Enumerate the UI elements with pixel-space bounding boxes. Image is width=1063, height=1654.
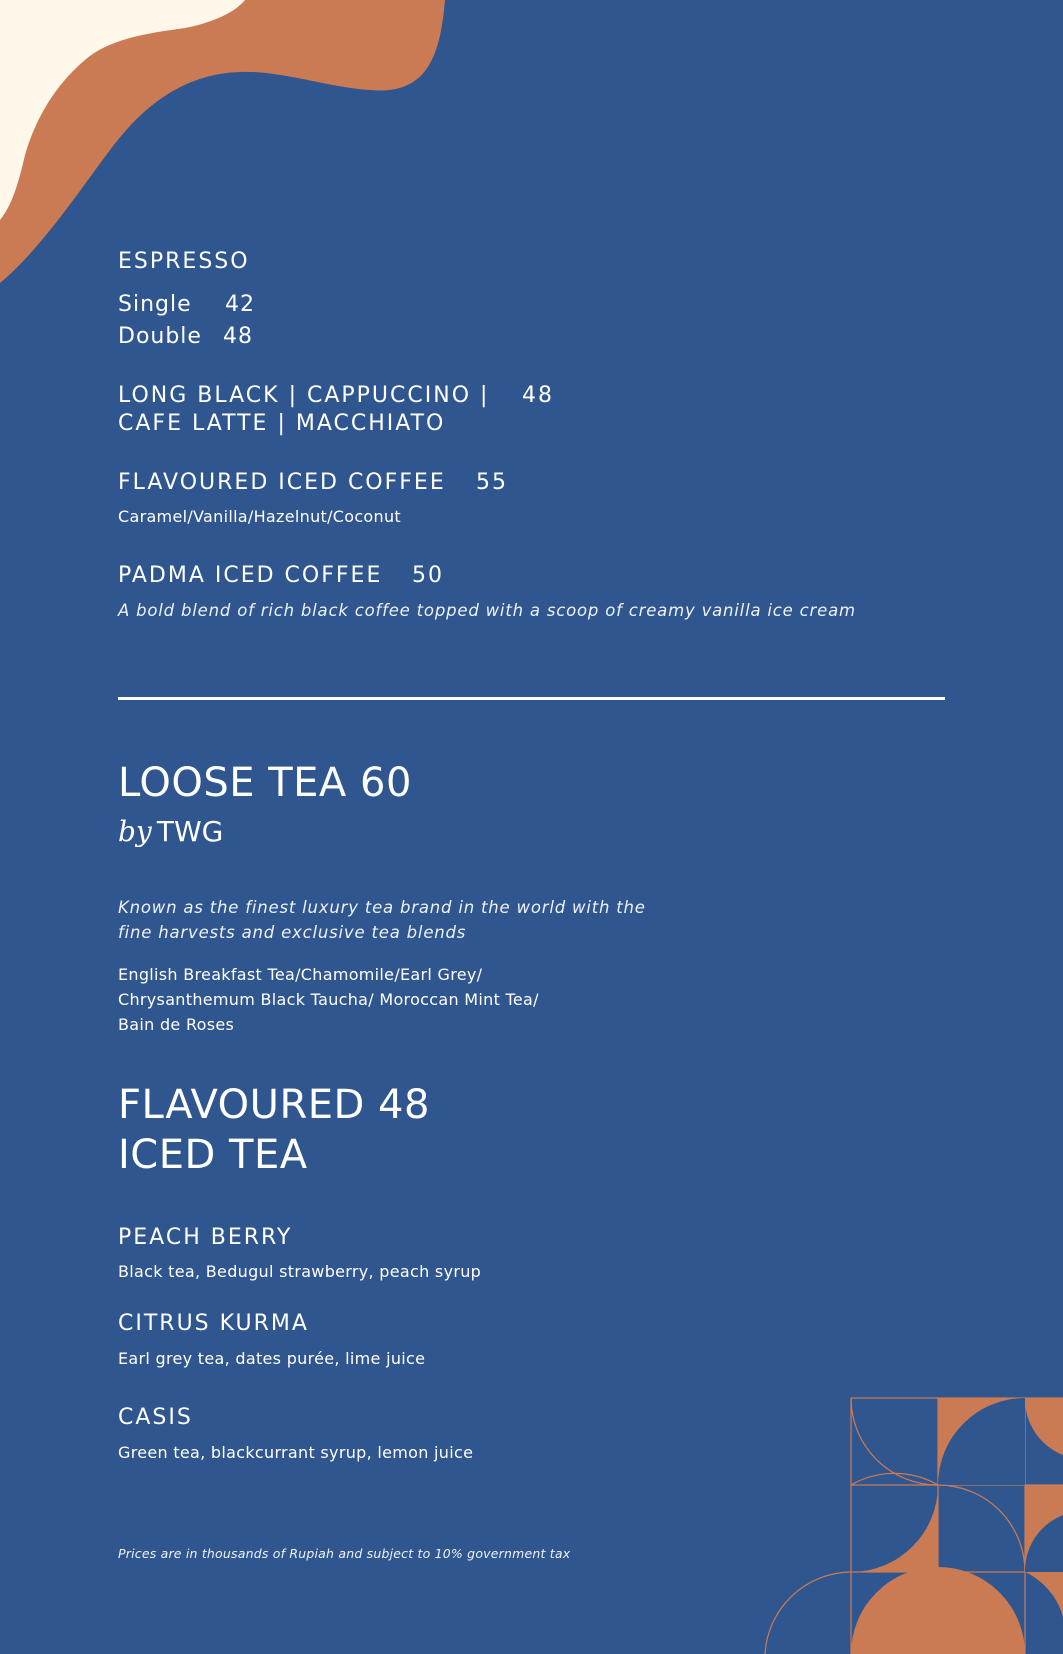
- peach-berry-description: Black tea, Bedugul strawberry, peach syrup: [118, 1262, 482, 1281]
- item-name: Double: [118, 324, 202, 349]
- quarter-disk-4: [1025, 1572, 1063, 1654]
- flavoured-iced-tea-price: 48: [378, 1082, 430, 1128]
- loose-tea-list-line3: Bain de Roses: [118, 1015, 235, 1034]
- brand-name: TWG: [156, 815, 224, 848]
- casis-title: CASIS: [118, 1405, 193, 1430]
- long-black-line2: CAFE LATTE | MACCHIATO: [118, 411, 446, 436]
- espresso-title: ESPRESSO: [118, 249, 250, 274]
- item-price: 48: [223, 324, 253, 349]
- footer-tax-note: Prices are in thousands of Rupiah and subject to 10% government tax: [118, 1546, 571, 1561]
- flavoured-iced-coffee-title: FLAVOURED ICED COFFEE: [118, 470, 446, 495]
- quarter-disk-3: [851, 1485, 938, 1572]
- espresso-item-double: [118, 324, 253, 349]
- loose-tea-title: LOOSE TEA: [118, 760, 347, 806]
- padma-iced-coffee-price: 50: [412, 563, 444, 588]
- item-name: Single: [118, 292, 192, 317]
- wave-decoration: [0, 0, 460, 290]
- padma-iced-coffee-description: A bold blend of rich black coffee topped with a scoop of creamy vanilla ice cream: [118, 601, 856, 620]
- quarter-outline-1: [851, 1398, 938, 1485]
- flavoured-iced-tea-title-line1: FLAVOURED: [118, 1082, 365, 1128]
- padma-iced-coffee-title: PADMA ICED COFFEE: [118, 563, 383, 588]
- loose-tea-price: 60: [360, 760, 412, 806]
- loose-tea-brand-line: [118, 815, 223, 848]
- flavoured-iced-tea-title-line2: ICED TEA: [118, 1132, 308, 1178]
- long-black-price: 48: [522, 383, 554, 408]
- flavoured-iced-coffee-description: Caramel/Vanilla/Hazelnut/Coconut: [118, 507, 401, 526]
- espresso-item-single: [118, 292, 255, 317]
- casis-description: Green tea, blackcurrant syrup, lemon juice: [118, 1443, 474, 1462]
- loose-tea-list-line2: Chrysanthemum Black Taucha/ Moroccan Mint Tea/: [118, 990, 539, 1009]
- quarter-outline-2: [938, 1485, 1025, 1572]
- half-disk-2: [851, 1567, 1025, 1654]
- section-divider: [118, 697, 945, 700]
- citrus-kurma-description: Earl grey tea, dates purée, lime juice: [118, 1349, 426, 1368]
- peach-berry-title: PEACH BERRY: [118, 1225, 293, 1250]
- quarter-disk-2: [1025, 1398, 1063, 1455]
- citrus-kurma-title: CITRUS KURMA: [118, 1311, 309, 1336]
- item-price: 42: [225, 292, 255, 317]
- loose-tea-list-line1: English Breakfast Tea/Chamomile/Earl Grey/: [118, 965, 483, 984]
- loose-tea-tagline-line2: fine harvests and exclusive tea blends: [118, 923, 467, 942]
- by-label: by: [118, 815, 152, 848]
- quarter-outline-4: [765, 1572, 851, 1654]
- long-black-line1: LONG BLACK | CAPPUCCINO |: [118, 383, 490, 408]
- flavoured-iced-coffee-price: 55: [476, 470, 508, 495]
- quarter-outline-3: [851, 1473, 938, 1485]
- geometric-decoration: [760, 1395, 1063, 1654]
- loose-tea-tagline-line1: Known as the finest luxury tea brand in the world with the: [118, 898, 646, 917]
